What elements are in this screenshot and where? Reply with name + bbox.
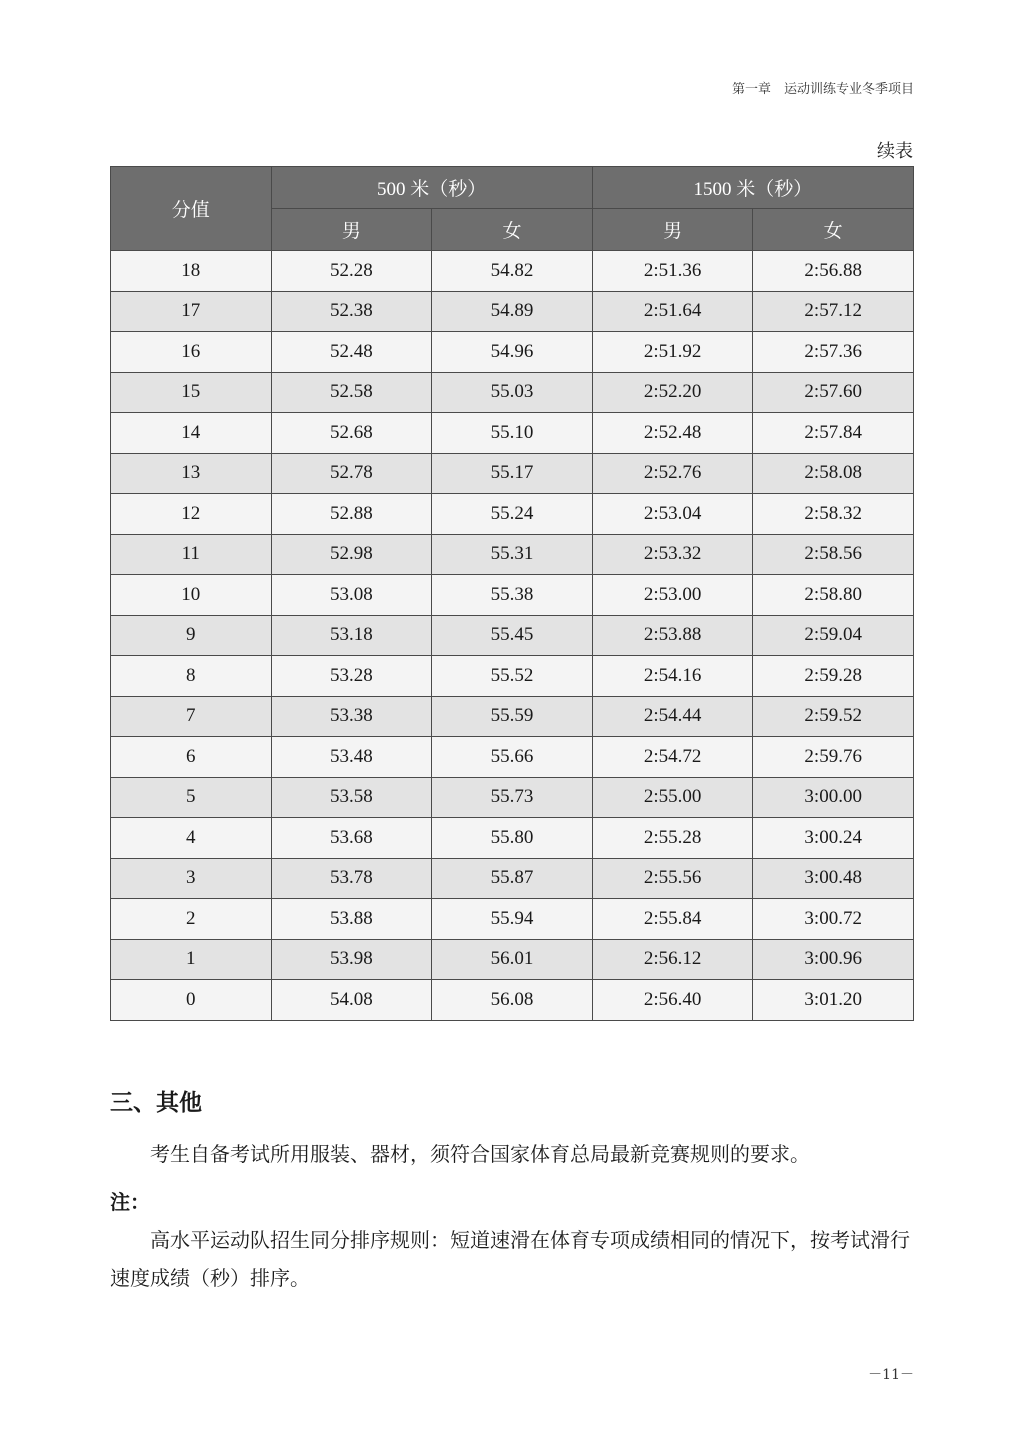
time-1500m-female-cell: 2:59.28 (753, 656, 914, 697)
score-cell: 3 (111, 858, 272, 899)
score-cell: 4 (111, 818, 272, 859)
time-1500m-male-cell: 2:54.16 (592, 656, 753, 697)
table-row (111, 453, 914, 494)
time-1500m-female-cell: 2:57.36 (753, 332, 914, 373)
time-1500m-male-cell: 2:53.32 (592, 534, 753, 575)
table-row (111, 980, 914, 1021)
time-1500m-female-cell: 3:00.72 (753, 899, 914, 940)
score-cell: 16 (111, 332, 272, 373)
time-500m-female-cell: 54.89 (432, 291, 593, 332)
table-row (111, 777, 914, 818)
time-500m-male-cell: 53.28 (271, 656, 432, 697)
time-1500m-male-cell: 2:56.40 (592, 980, 753, 1021)
time-1500m-male-cell: 2:51.36 (592, 251, 753, 292)
time-500m-male-cell: 53.48 (271, 737, 432, 778)
time-500m-male-cell: 52.58 (271, 372, 432, 413)
time-1500m-female-cell: 3:00.00 (753, 777, 914, 818)
time-500m-female-cell: 55.94 (432, 899, 593, 940)
table-row (111, 372, 914, 413)
time-500m-female-cell: 55.66 (432, 737, 593, 778)
score-cell: 6 (111, 737, 272, 778)
time-500m-male-cell: 53.08 (271, 575, 432, 616)
time-500m-female-cell: 54.96 (432, 332, 593, 373)
score-cell: 2 (111, 899, 272, 940)
time-1500m-female-cell: 2:57.60 (753, 372, 914, 413)
time-500m-male-cell: 53.88 (271, 899, 432, 940)
score-cell: 14 (111, 413, 272, 454)
time-500m-female-cell: 55.73 (432, 777, 593, 818)
time-1500m-female-cell: 2:57.12 (753, 291, 914, 332)
time-1500m-male-cell: 2:51.64 (592, 291, 753, 332)
header-1500m-female: 女 (753, 209, 914, 251)
table-row (111, 291, 914, 332)
time-500m-male-cell: 52.38 (271, 291, 432, 332)
time-500m-female-cell: 55.17 (432, 453, 593, 494)
time-1500m-female-cell: 2:58.56 (753, 534, 914, 575)
note-label: 注： (110, 1190, 150, 1214)
time-500m-female-cell: 55.80 (432, 818, 593, 859)
time-1500m-female-cell: 2:59.52 (753, 696, 914, 737)
group-header-500m: 500 米（秒） (271, 167, 592, 209)
time-1500m-male-cell: 2:54.44 (592, 696, 753, 737)
time-500m-female-cell: 54.82 (432, 251, 593, 292)
header-500m-female: 女 (432, 209, 593, 251)
score-cell: 13 (111, 453, 272, 494)
time-1500m-female-cell: 3:01.20 (753, 980, 914, 1021)
time-1500m-female-cell: 2:56.88 (753, 251, 914, 292)
score-cell: 0 (111, 980, 272, 1021)
table-row (111, 332, 914, 373)
time-1500m-female-cell: 2:57.84 (753, 413, 914, 454)
time-1500m-male-cell: 2:55.84 (592, 899, 753, 940)
table-row (111, 575, 914, 616)
note-paragraph: 高水平运动队招生同分排序规则：短道速滑在体育专项成绩相同的情况下，按考试滑行速度成绩（秒）排序。 (110, 1228, 910, 1290)
time-500m-female-cell: 55.87 (432, 858, 593, 899)
time-500m-male-cell: 52.48 (271, 332, 432, 373)
score-cell: 9 (111, 615, 272, 656)
score-cell: 1 (111, 939, 272, 980)
time-1500m-male-cell: 2:56.12 (592, 939, 753, 980)
table-row (111, 615, 914, 656)
time-1500m-female-cell: 2:58.32 (753, 494, 914, 535)
time-500m-female-cell: 55.59 (432, 696, 593, 737)
table-row (111, 413, 914, 454)
score-cell: 11 (111, 534, 272, 575)
table-row (111, 251, 914, 292)
score-cell: 12 (111, 494, 272, 535)
time-1500m-female-cell: 3:00.24 (753, 818, 914, 859)
header-1500m-male: 男 (592, 209, 753, 251)
time-500m-female-cell: 55.38 (432, 575, 593, 616)
score-cell: 17 (111, 291, 272, 332)
time-500m-female-cell: 55.03 (432, 372, 593, 413)
time-500m-male-cell: 52.28 (271, 251, 432, 292)
header-500m-male: 男 (271, 209, 432, 251)
score-cell: 18 (111, 251, 272, 292)
table-row (111, 696, 914, 737)
table-row (111, 939, 914, 980)
time-1500m-female-cell: 2:59.04 (753, 615, 914, 656)
time-1500m-female-cell: 3:00.96 (753, 939, 914, 980)
table-body (111, 251, 914, 1021)
score-cell: 15 (111, 372, 272, 413)
score-cell: 8 (111, 656, 272, 697)
time-1500m-male-cell: 2:52.20 (592, 372, 753, 413)
time-1500m-male-cell: 2:52.76 (592, 453, 753, 494)
table-row (111, 656, 914, 697)
section-paragraph: 考生自备考试所用服装、器材，须符合国家体育总局最新竞赛规则的要求。 (150, 1142, 810, 1166)
time-1500m-male-cell: 2:55.00 (592, 777, 753, 818)
time-1500m-male-cell: 2:53.00 (592, 575, 753, 616)
time-500m-male-cell: 53.68 (271, 818, 432, 859)
time-500m-male-cell: 52.68 (271, 413, 432, 454)
time-1500m-female-cell: 2:58.08 (753, 453, 914, 494)
time-500m-male-cell: 53.78 (271, 858, 432, 899)
time-500m-female-cell: 55.31 (432, 534, 593, 575)
time-500m-male-cell: 52.88 (271, 494, 432, 535)
score-cell: 5 (111, 777, 272, 818)
table-row (111, 858, 914, 899)
score-column-header: 分值 (111, 167, 272, 251)
time-500m-female-cell: 55.52 (432, 656, 593, 697)
time-500m-male-cell: 53.98 (271, 939, 432, 980)
time-500m-male-cell: 52.98 (271, 534, 432, 575)
table-row (111, 818, 914, 859)
time-500m-male-cell: 52.78 (271, 453, 432, 494)
time-1500m-male-cell: 2:54.72 (592, 737, 753, 778)
time-1500m-male-cell: 2:53.04 (592, 494, 753, 535)
time-1500m-male-cell: 2:53.88 (592, 615, 753, 656)
score-cell: 10 (111, 575, 272, 616)
table-row (111, 737, 914, 778)
time-1500m-male-cell: 2:55.56 (592, 858, 753, 899)
time-1500m-female-cell: 3:00.48 (753, 858, 914, 899)
score-cell: 7 (111, 696, 272, 737)
time-1500m-male-cell: 2:55.28 (592, 818, 753, 859)
time-500m-male-cell: 53.18 (271, 615, 432, 656)
time-500m-female-cell: 56.01 (432, 939, 593, 980)
continued-label: 续表 (877, 141, 913, 162)
time-500m-female-cell: 55.45 (432, 615, 593, 656)
time-1500m-male-cell: 2:51.92 (592, 332, 753, 373)
table-row (111, 494, 914, 535)
time-500m-female-cell: 55.24 (432, 494, 593, 535)
page-number: －11－ (868, 1367, 914, 1383)
time-500m-male-cell: 53.58 (271, 777, 432, 818)
score-table (110, 166, 914, 1021)
section-title: 三、其他 (110, 1089, 202, 1116)
time-1500m-female-cell: 2:58.80 (753, 575, 914, 616)
table-row (111, 899, 914, 940)
time-500m-female-cell: 56.08 (432, 980, 593, 1021)
table-row (111, 534, 914, 575)
running-header: 第一章 运动训练专业冬季项目 (731, 82, 914, 97)
group-header-1500m: 1500 米（秒） (592, 167, 913, 209)
time-500m-male-cell: 53.38 (271, 696, 432, 737)
time-500m-female-cell: 55.10 (432, 413, 593, 454)
time-1500m-male-cell: 2:52.48 (592, 413, 753, 454)
time-1500m-female-cell: 2:59.76 (753, 737, 914, 778)
time-500m-male-cell: 54.08 (271, 980, 432, 1021)
